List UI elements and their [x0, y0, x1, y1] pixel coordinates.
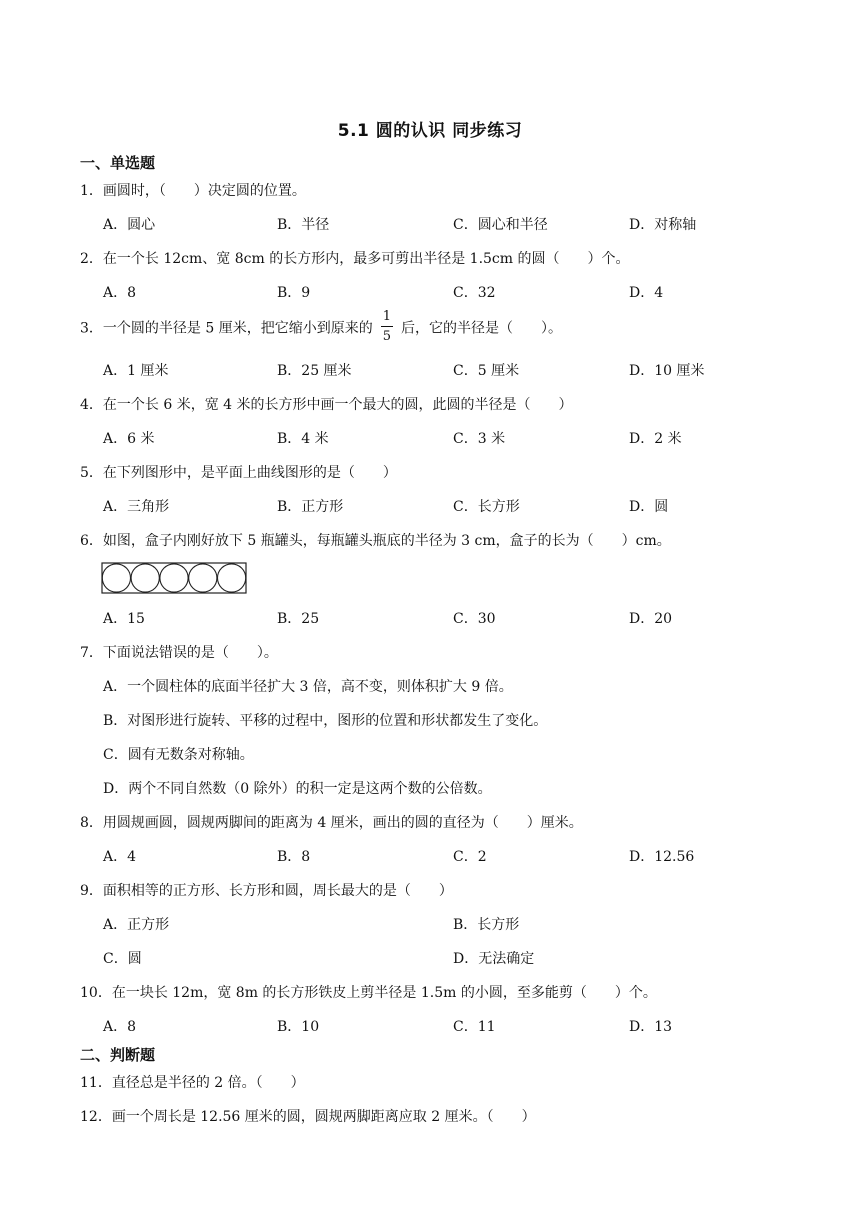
- question-8-options: [103, 846, 783, 868]
- question-4-option-c: C．3 米: [453, 431, 506, 447]
- can-circle: [160, 564, 188, 592]
- question-6-options: [103, 608, 783, 630]
- question-6-option-d: D．20: [629, 611, 673, 627]
- question-6-option-c: C．30: [453, 611, 496, 627]
- question-3-stem: [80, 309, 562, 345]
- fraction-one-fifth: [381, 310, 393, 343]
- question-4-option-a: A．6 米: [103, 431, 155, 447]
- question-10-options: [103, 1016, 783, 1038]
- question-8-option-a: A．4: [103, 849, 137, 865]
- question-11-stem: 11．直径总是半径的 2 倍。（ ）: [80, 1075, 305, 1091]
- question-5-stem: 5．在下列图形中，是平面上曲线图形的是（ ）: [80, 465, 397, 481]
- fraction-numerator: 1: [381, 310, 393, 327]
- question-9-option-c: C．圆: [103, 951, 142, 967]
- question-4-option-d: D．2 米: [629, 431, 682, 447]
- question-1-stem: 1．画圆时，（ ）决定圆的位置。: [80, 183, 306, 199]
- question-2-option-b: B．9: [277, 285, 311, 301]
- question-9-options-row2: [103, 948, 783, 970]
- question-10-option-a: A．8: [103, 1019, 137, 1035]
- question-6-option-a: A．15: [103, 611, 145, 627]
- question-9-option-b: B．长方形: [453, 917, 520, 933]
- can-circle: [131, 564, 159, 592]
- question-3-option-a: A．1 厘米: [103, 363, 169, 379]
- question-3-option-d: D．10 厘米: [629, 363, 705, 379]
- question-5-options: [103, 496, 783, 518]
- can-circle: [218, 564, 246, 592]
- question-3-options: [103, 360, 783, 382]
- question-4-stem: 4．在一个长 6 米，宽 4 米的长方形中画一个最大的圆，此圆的半径是（ ）: [80, 397, 573, 413]
- question-2-option-c: C．32: [453, 285, 496, 301]
- question-3-stem-post: 后，它的半径是（ ）。: [401, 320, 562, 337]
- question-8-stem: 8．用圆规画圆，圆规两脚间的距离为 4 厘米，画出的圆的直径为（ ）厘米。: [80, 815, 583, 831]
- question-3-option-b: B．25 厘米: [277, 363, 352, 379]
- box-outline: [102, 563, 246, 593]
- question-4-options: [103, 428, 783, 450]
- question-10-option-c: C．11: [453, 1019, 496, 1035]
- question-5-option-d: D．圆: [629, 499, 669, 515]
- question-3-stem-pre: 3．一个圆的半径是 5 厘米，把它缩小到原来的: [80, 320, 373, 337]
- question-10-option-d: D．13: [629, 1019, 673, 1035]
- can-circle: [102, 564, 130, 592]
- question-1-option-b: B．半径: [277, 217, 330, 233]
- question-7-option-a: A．一个圆柱体的底面半径扩大 3 倍，高不变，则体积扩大 9 倍。: [103, 679, 513, 695]
- question-2-option-a: A．8: [103, 285, 137, 301]
- question-1-option-a: A．圆心: [103, 217, 156, 233]
- box-with-cans-figure: [101, 562, 249, 600]
- question-5-option-a: A．三角形: [103, 499, 170, 515]
- question-10-option-b: B．10: [277, 1019, 320, 1035]
- question-7-option-c: C．圆有无数条对称轴。: [103, 747, 254, 763]
- question-2-option-d: D．4: [629, 285, 664, 301]
- question-12-stem: 12．画一个周长是 12.56 厘米的圆，圆规两脚距离应取 2 厘米。（ ）: [80, 1109, 536, 1125]
- question-9-option-a: A．正方形: [103, 917, 170, 933]
- question-7-stem: 7．下面说法错误的是（ ）。: [80, 645, 278, 661]
- question-3-option-c: C．5 厘米: [453, 363, 520, 379]
- question-8-option-d: D．12.56: [629, 849, 695, 865]
- question-6-stem: 6．如图，盒子内刚好放下 5 瓶罐头，每瓶罐头瓶底的半径为 3 cm，盒子的长为（ ）cm。: [80, 533, 671, 549]
- question-9-option-d: D．无法确定: [453, 951, 535, 967]
- question-2-options: [103, 282, 783, 304]
- can-circle: [189, 564, 217, 592]
- fraction-denominator: 5: [382, 329, 391, 344]
- question-7-option-b: B．对图形进行旋转、平移的过程中，图形的位置和形状都发生了变化。: [103, 713, 548, 729]
- question-5-option-b: B．正方形: [277, 499, 344, 515]
- question-8-option-c: C．2: [453, 849, 487, 865]
- question-6-option-b: B．25: [277, 611, 320, 627]
- page-title: 5.1 圆的认识 同步练习: [337, 121, 523, 141]
- question-4-option-b: B．4 米: [277, 431, 329, 447]
- section-heading-true-false: 二、判断题: [80, 1046, 156, 1064]
- question-7-option-d: D．两个不同自然数（0 除外）的积一定是这两个数的公倍数。: [103, 781, 492, 797]
- question-8-option-b: B．8: [277, 849, 311, 865]
- section-heading-single-choice: 一、单选题: [80, 154, 156, 172]
- question-9-options-row1: [103, 914, 783, 936]
- question-1-option-c: C．圆心和半径: [453, 217, 548, 233]
- question-10-stem: 10．在一块长 12m，宽 8m 的长方形铁皮上剪半径是 1.5m 的小圆，至多能剪（ ）个。: [80, 985, 657, 1001]
- question-2-stem: 2．在一个长 12cm、宽 8cm 的长方形内，最多可剪出半径是 1.5cm 的圆（ ）个。: [80, 251, 630, 267]
- question-9-stem: 9．面积相等的正方形、长方形和圆，周长最大的是（ ）: [80, 883, 453, 899]
- question-1-option-d: D．对称轴: [629, 217, 697, 233]
- question-1-options: [103, 214, 783, 236]
- box-with-cans-svg: [101, 562, 249, 596]
- question-5-option-c: C．长方形: [453, 499, 520, 515]
